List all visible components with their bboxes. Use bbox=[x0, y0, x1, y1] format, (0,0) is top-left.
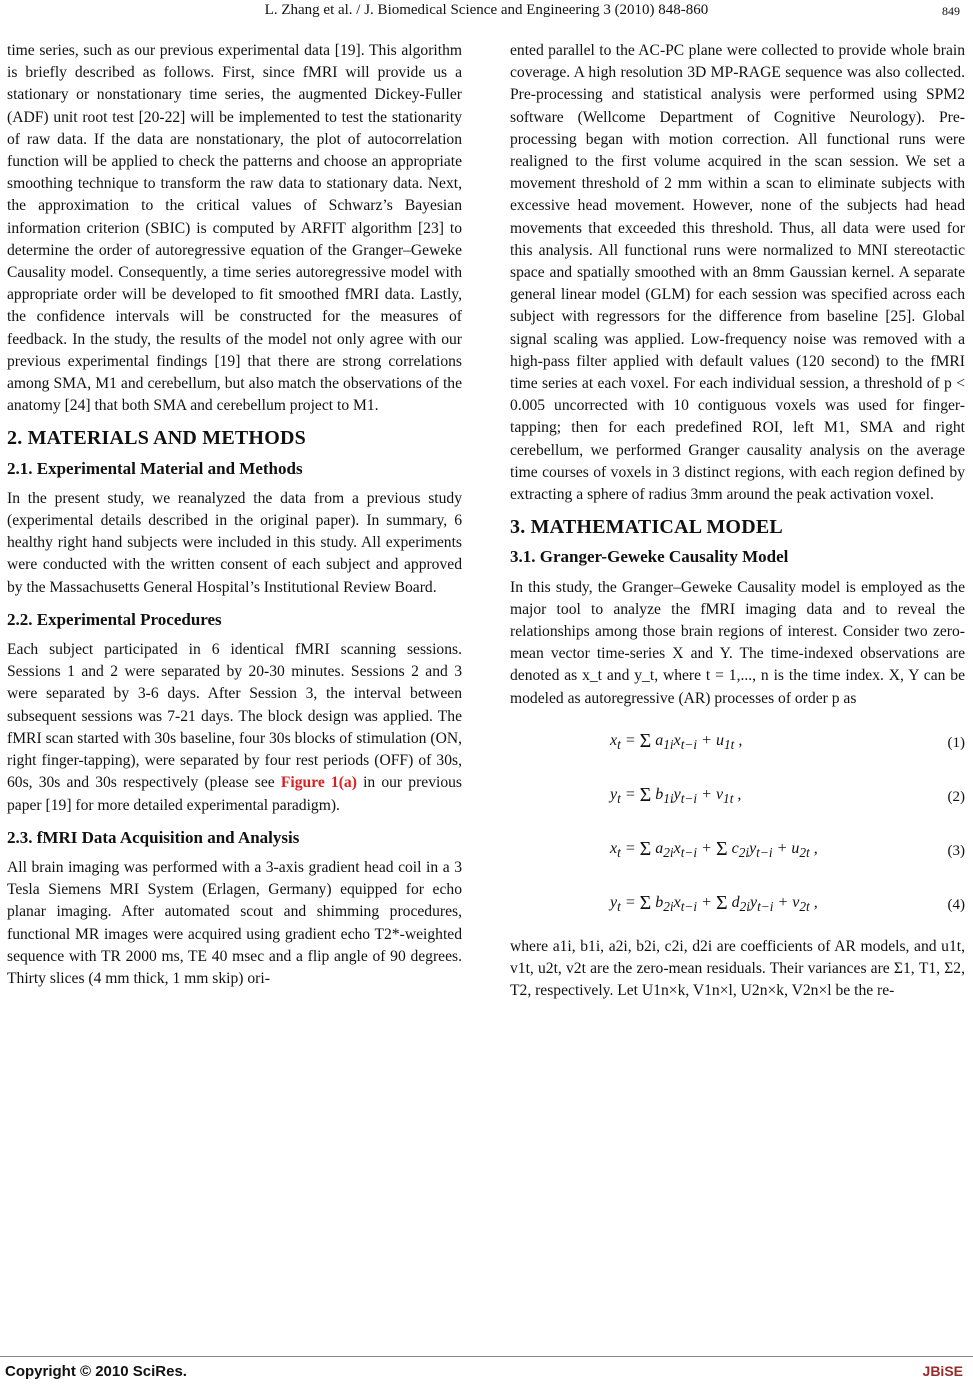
equation-3 bbox=[510, 828, 965, 874]
equation-2-body: $y_t = \Sigma$ $b_{1i}y_{t-i} + v_{1t}$ , bbox=[610, 784, 742, 807]
equation-3-number: (3) bbox=[947, 842, 965, 859]
equation-1-number: (1) bbox=[947, 734, 965, 751]
paragraph-analysis: ented parallel to the AC-PC plane were collected to provide whole brain coverage. A high resolution 3D MP-RAGE sequence was also collected. Pre-processing and statistical analysis were performed using SPM2 software (Wellcome Department of Cognitive Neurology). Pre-processing began with motion correction. All functional runs were realigned to the first volume acquired in the scan session. We set a movement threshold of 2 mm within a scan to eliminate subjects with excessive head movement. However, none of the subjects had head movements that exceeded this threshold. Thus, all data were used for this analysis. All functional runs were normalized to MNI stereotactic space and spatially smoothed with an 8mm Gaussian kernel. A separate general linear model (GLM) for each session was specified across each subject with regressors for the difference from baseline [25]. Global signal scaling was applied. Low-frequency noise was removed with a high-pass filter applied with default values (120 second) to the fMRI time series at each voxel. For each individual session, a threshold of p < 0.005 uncorrected with 10 contiguous voxels was used for finger-tapping; then for each predefined ROI, left M1, SMA and right cerebellum, we performed Granger causality analysis on the average time courses of voxels in 3 distinct regions, with each region defined by extracting a sphere of radius 3mm around the peak activation voxel. bbox=[510, 42, 965, 504]
page-number: 849 bbox=[942, 4, 960, 18]
paragraph-2-2 bbox=[7, 639, 462, 817]
journal-logo-text: JBiSE bbox=[922, 1363, 963, 1379]
paragraph-2-3: All brain imaging was performed with a 3-axis gradient head coil in a 3 Tesla Siemens MRI System (Erlagen, Germany) equipped for echo planar imaging. After automated scout and shimming procedures, functional MR images were acquired using gradient echo T2*-weighted sequence with TR 2000 ms, TE 40 msec and a flip angle of 90 degrees. Thirty slices (4 mm thick, 1 mm skip) ori- bbox=[7, 858, 462, 987]
subsection-heading-3-1: 3.1. Granger-Geweke Causality Model bbox=[510, 547, 789, 567]
running-title: L. Zhang et al. / J. Biomedical Science and Engineering 3 (2010) 848-860 bbox=[264, 2, 709, 18]
section-heading-model: 3. MATHEMATICAL MODEL bbox=[510, 516, 783, 539]
paragraph-3-1: In this study, the Granger–Geweke Causality model is employed as the major tool to analyze the fMRI imaging data and to reveal the relationships among those brain regions of interest. Consider two zero-mean vector time-series X and Y. The time-indexed observations are denoted as x_t and y_t, where t = 1,..., n is the time index. X, Y can be modeled as autoregressive (AR) processes of order p as bbox=[510, 578, 965, 707]
copyright-notice: Copyright © 2010 SciRes. bbox=[5, 1363, 187, 1380]
subsection-heading-2-2: 2.2. Experimental Procedures bbox=[7, 609, 222, 629]
equation-1-body: $x_t = \Sigma$ $a_{1i}x_{t-i} + u_{1t}$ , bbox=[610, 730, 743, 753]
equation-4 bbox=[510, 882, 965, 928]
figure-reference-link[interactable]: Figure 1(a) bbox=[280, 774, 357, 792]
equation-2-number: (2) bbox=[947, 788, 965, 805]
subsection-heading-2-3: 2.3. fMRI Data Acquisition and Analysis bbox=[7, 827, 300, 847]
left-column bbox=[7, 40, 462, 990]
paragraph-2-2-text-a: Each subject participated in 6 identical fMRI scanning sessions. Sessions 1 and 2 were separated by 20-30 minutes. Sessions 2 and 3 were separated by 3-6 days. After Session 3, the interval between subsequent sessions was 7-21 days. The block design was applied. The fMRI scan started with 30s baseline, four 30s blocks of stimulation (ON, right finger-tapping), were separated by four rest periods (OFF) of 30s, 60s, 30s and 30s respectively (please see bbox=[7, 641, 462, 792]
paragraph-2-1: In the present study, we reanalyzed the data from a previous study (experimental details described in the original paper). In summary, 6 healthy right hand subjects were included in this study. All experiments were conducted with the written consent of each subject and approved by the Massachusetts General Hospital’s Institutional Review Board. bbox=[7, 489, 462, 596]
subsection-heading-2-1: 2.1. Experimental Material and Methods bbox=[7, 458, 303, 478]
equation-4-number: (4) bbox=[947, 896, 965, 913]
equation-2 bbox=[510, 774, 965, 820]
paragraph-2-2-text-b: in our previous paper [19] for more detailed experimental paradigm). bbox=[7, 774, 462, 814]
equation-3-body: $x_t = \Sigma$ $a_{2i}x_{t-i} + \Sigma$ $c_{2i}y_{t-i} + u_{2t}$ , bbox=[610, 838, 818, 861]
right-column bbox=[510, 40, 965, 1003]
equation-1 bbox=[510, 720, 965, 766]
equation-4-body: $y_t = \Sigma$ $b_{2i}x_{t-i} + \Sigma$ $d_{2i}y_{t-i} + v_{2t}$ , bbox=[610, 892, 818, 915]
intro-paragraph: time series, such as our previous experimental data [19]. This algorithm is briefly described as follows. First, since fMRI will provide us a stationary or nonstationary time series, the augmented Dickey-Fuller (ADF) unit root test [20-22] will be implemented to test the stationarity of raw data. If the data are nonstationary, the plot of autocorrelation function will be applied to check the patterns and choose an appropriate smoothing technique to transform the raw data to stationary data. Next, the approximation to the critical values of Schwarz’s Bayesian information criterion (SBIC) is computed by ARFIT algorithm [23] to determine the order of autoregressive equation of the Granger–Geweke Causality model. Consequently, a time series autoregressive model with appropriate order will be developed to fit smoothed fMRI data. Lastly, the confidence intervals will be constructed for the measures of feedback. In the study, the results of the model not only agree with our previous experimental findings [19] that there are strong correlations among SMA, M1 and cerebellum, but also match the observations of the anatomy [24] that both SMA and cerebellum project to M1. bbox=[7, 42, 462, 415]
page-footer bbox=[0, 1356, 973, 1383]
running-header bbox=[0, 2, 973, 24]
section-heading-methods: 2. MATERIALS AND METHODS bbox=[7, 427, 306, 450]
paragraph-after-equations: where a1i, b1i, a2i, b2i, c2i, d2i are coefficients of AR models, and u1t, v1t, u2t, v2t are the zero-mean residuals. Their variances are Σ1, T1, Σ2, T2, respectively. Let U1n×k, V1n×l, U2n×k, V2n×l be the re- bbox=[510, 937, 965, 1000]
